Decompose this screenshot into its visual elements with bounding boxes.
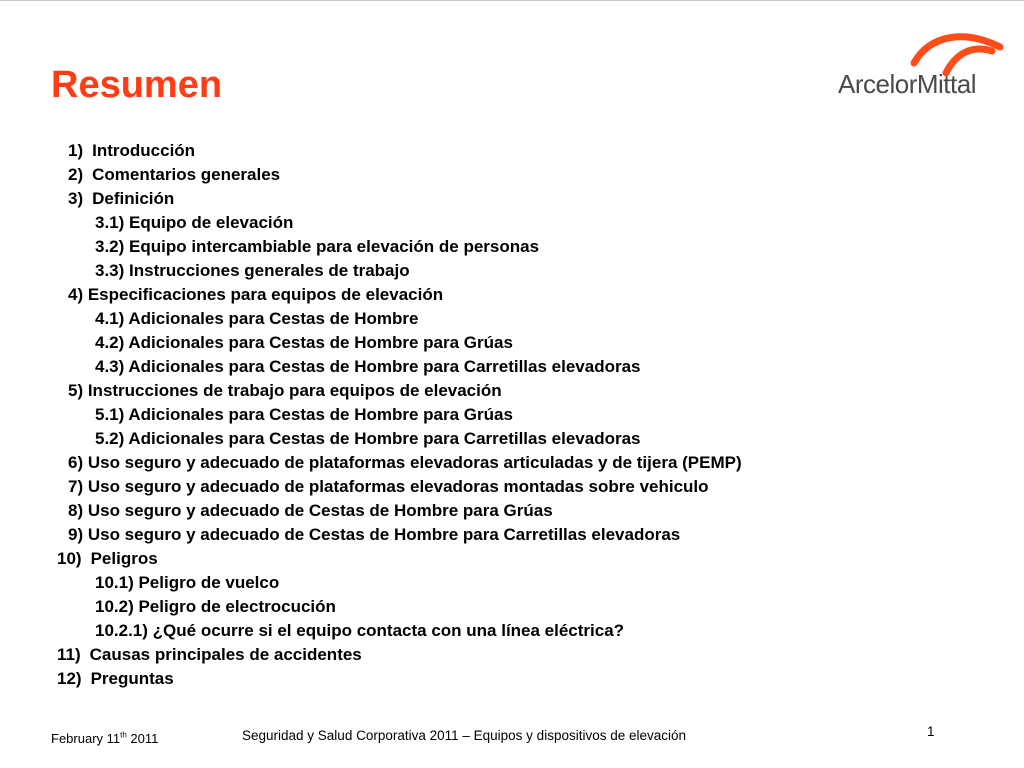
toc-item: [0, 139, 1024, 163]
toc-item-label: 4.2) Adicionales para Cestas de Hombre para Grúas: [95, 333, 513, 352]
toc-item-label: 10.1) Peligro de vuelco: [95, 573, 280, 592]
toc-item-number: 10): [57, 549, 82, 568]
toc-item: [0, 355, 1024, 379]
toc-item: [0, 259, 1024, 283]
toc-item-label: 5.1) Adicionales para Cestas de Hombre para Grúas: [95, 405, 513, 424]
toc-item-label: 10.2) Peligro de electrocución: [95, 597, 336, 616]
toc-item-label: 4) Especificaciones para equipos de elevación: [68, 285, 444, 304]
toc-item-label: 4.1) Adicionales para Cestas de Hombre: [95, 309, 419, 328]
toc-item-number: 11): [57, 645, 81, 664]
toc-item-label: Introducción: [92, 141, 196, 160]
toc-item: [0, 283, 1024, 307]
toc-item-label: Preguntas: [90, 669, 174, 688]
toc-item: [0, 475, 1024, 499]
toc-item-label: 3.2) Equipo intercambiable para elevación de personas: [95, 237, 540, 256]
toc-item-label: Causas principales de accidentes: [89, 645, 362, 664]
toc-item: [0, 211, 1024, 235]
toc-item-label: Peligros: [90, 549, 158, 568]
toc-item: [0, 427, 1024, 451]
toc-item: [0, 571, 1024, 595]
toc-item-number: 2): [68, 165, 84, 184]
toc-item: [0, 235, 1024, 259]
toc-item: [0, 643, 1024, 667]
toc-item: [0, 403, 1024, 427]
toc-item: [0, 523, 1024, 547]
toc-item-label: 8) Uso seguro y adecuado de Cestas de Hombre para Grúas: [68, 501, 553, 520]
toc-item: [0, 379, 1024, 403]
slide-title: Resumen: [51, 64, 223, 106]
arcelormittal-logo: [836, 29, 1006, 99]
table-of-contents: [0, 139, 1024, 691]
toc-item: [0, 619, 1024, 643]
toc-item: [0, 163, 1024, 187]
toc-item: [0, 451, 1024, 475]
toc-item: [0, 547, 1024, 571]
toc-item-label: 3.1) Equipo de elevación: [95, 213, 294, 232]
toc-item-label: 4.3) Adicionales para Cestas de Hombre para Carretillas elevadoras: [95, 357, 641, 376]
toc-item-number: 1): [68, 141, 84, 160]
toc-item: [0, 499, 1024, 523]
logo-wordmark: ArcelorMittal: [838, 69, 976, 99]
toc-item-number: 12): [57, 669, 82, 688]
toc-item-label: 5.2) Adicionales para Cestas de Hombre para Carretillas elevadoras: [95, 429, 641, 448]
toc-item-label: 5) Instrucciones de trabajo para equipos de elevación: [68, 381, 502, 400]
toc-item-label: 7) Uso seguro y adecuado de plataformas elevadoras montadas sobre vehiculo: [68, 477, 709, 496]
toc-item: [0, 667, 1024, 691]
toc-item: [0, 187, 1024, 211]
toc-item-number: 3): [68, 189, 84, 208]
toc-item-label: 6) Uso seguro y adecuado de plataformas elevadoras articuladas y de tijera (PEMP): [68, 453, 742, 472]
footer-date: February 11th 2011: [51, 730, 159, 746]
toc-item: [0, 595, 1024, 619]
toc-item-label: 3.3) Instrucciones generales de trabajo: [95, 261, 410, 280]
toc-item-label: Definición: [92, 189, 175, 208]
toc-item-label: Comentarios generales: [92, 165, 281, 184]
toc-item: [0, 331, 1024, 355]
footer-caption: Seguridad y Salud Corporativa 2011 – Equipos y dispositivos de elevación: [242, 728, 687, 743]
page-number: 1: [927, 724, 935, 739]
toc-item-label: 10.2.1) ¿Qué ocurre si el equipo contacta con una línea eléctrica?: [95, 621, 625, 640]
toc-item-label: 9) Uso seguro y adecuado de Cestas de Hombre para Carretillas elevadoras: [68, 525, 681, 544]
toc-item: [0, 307, 1024, 331]
